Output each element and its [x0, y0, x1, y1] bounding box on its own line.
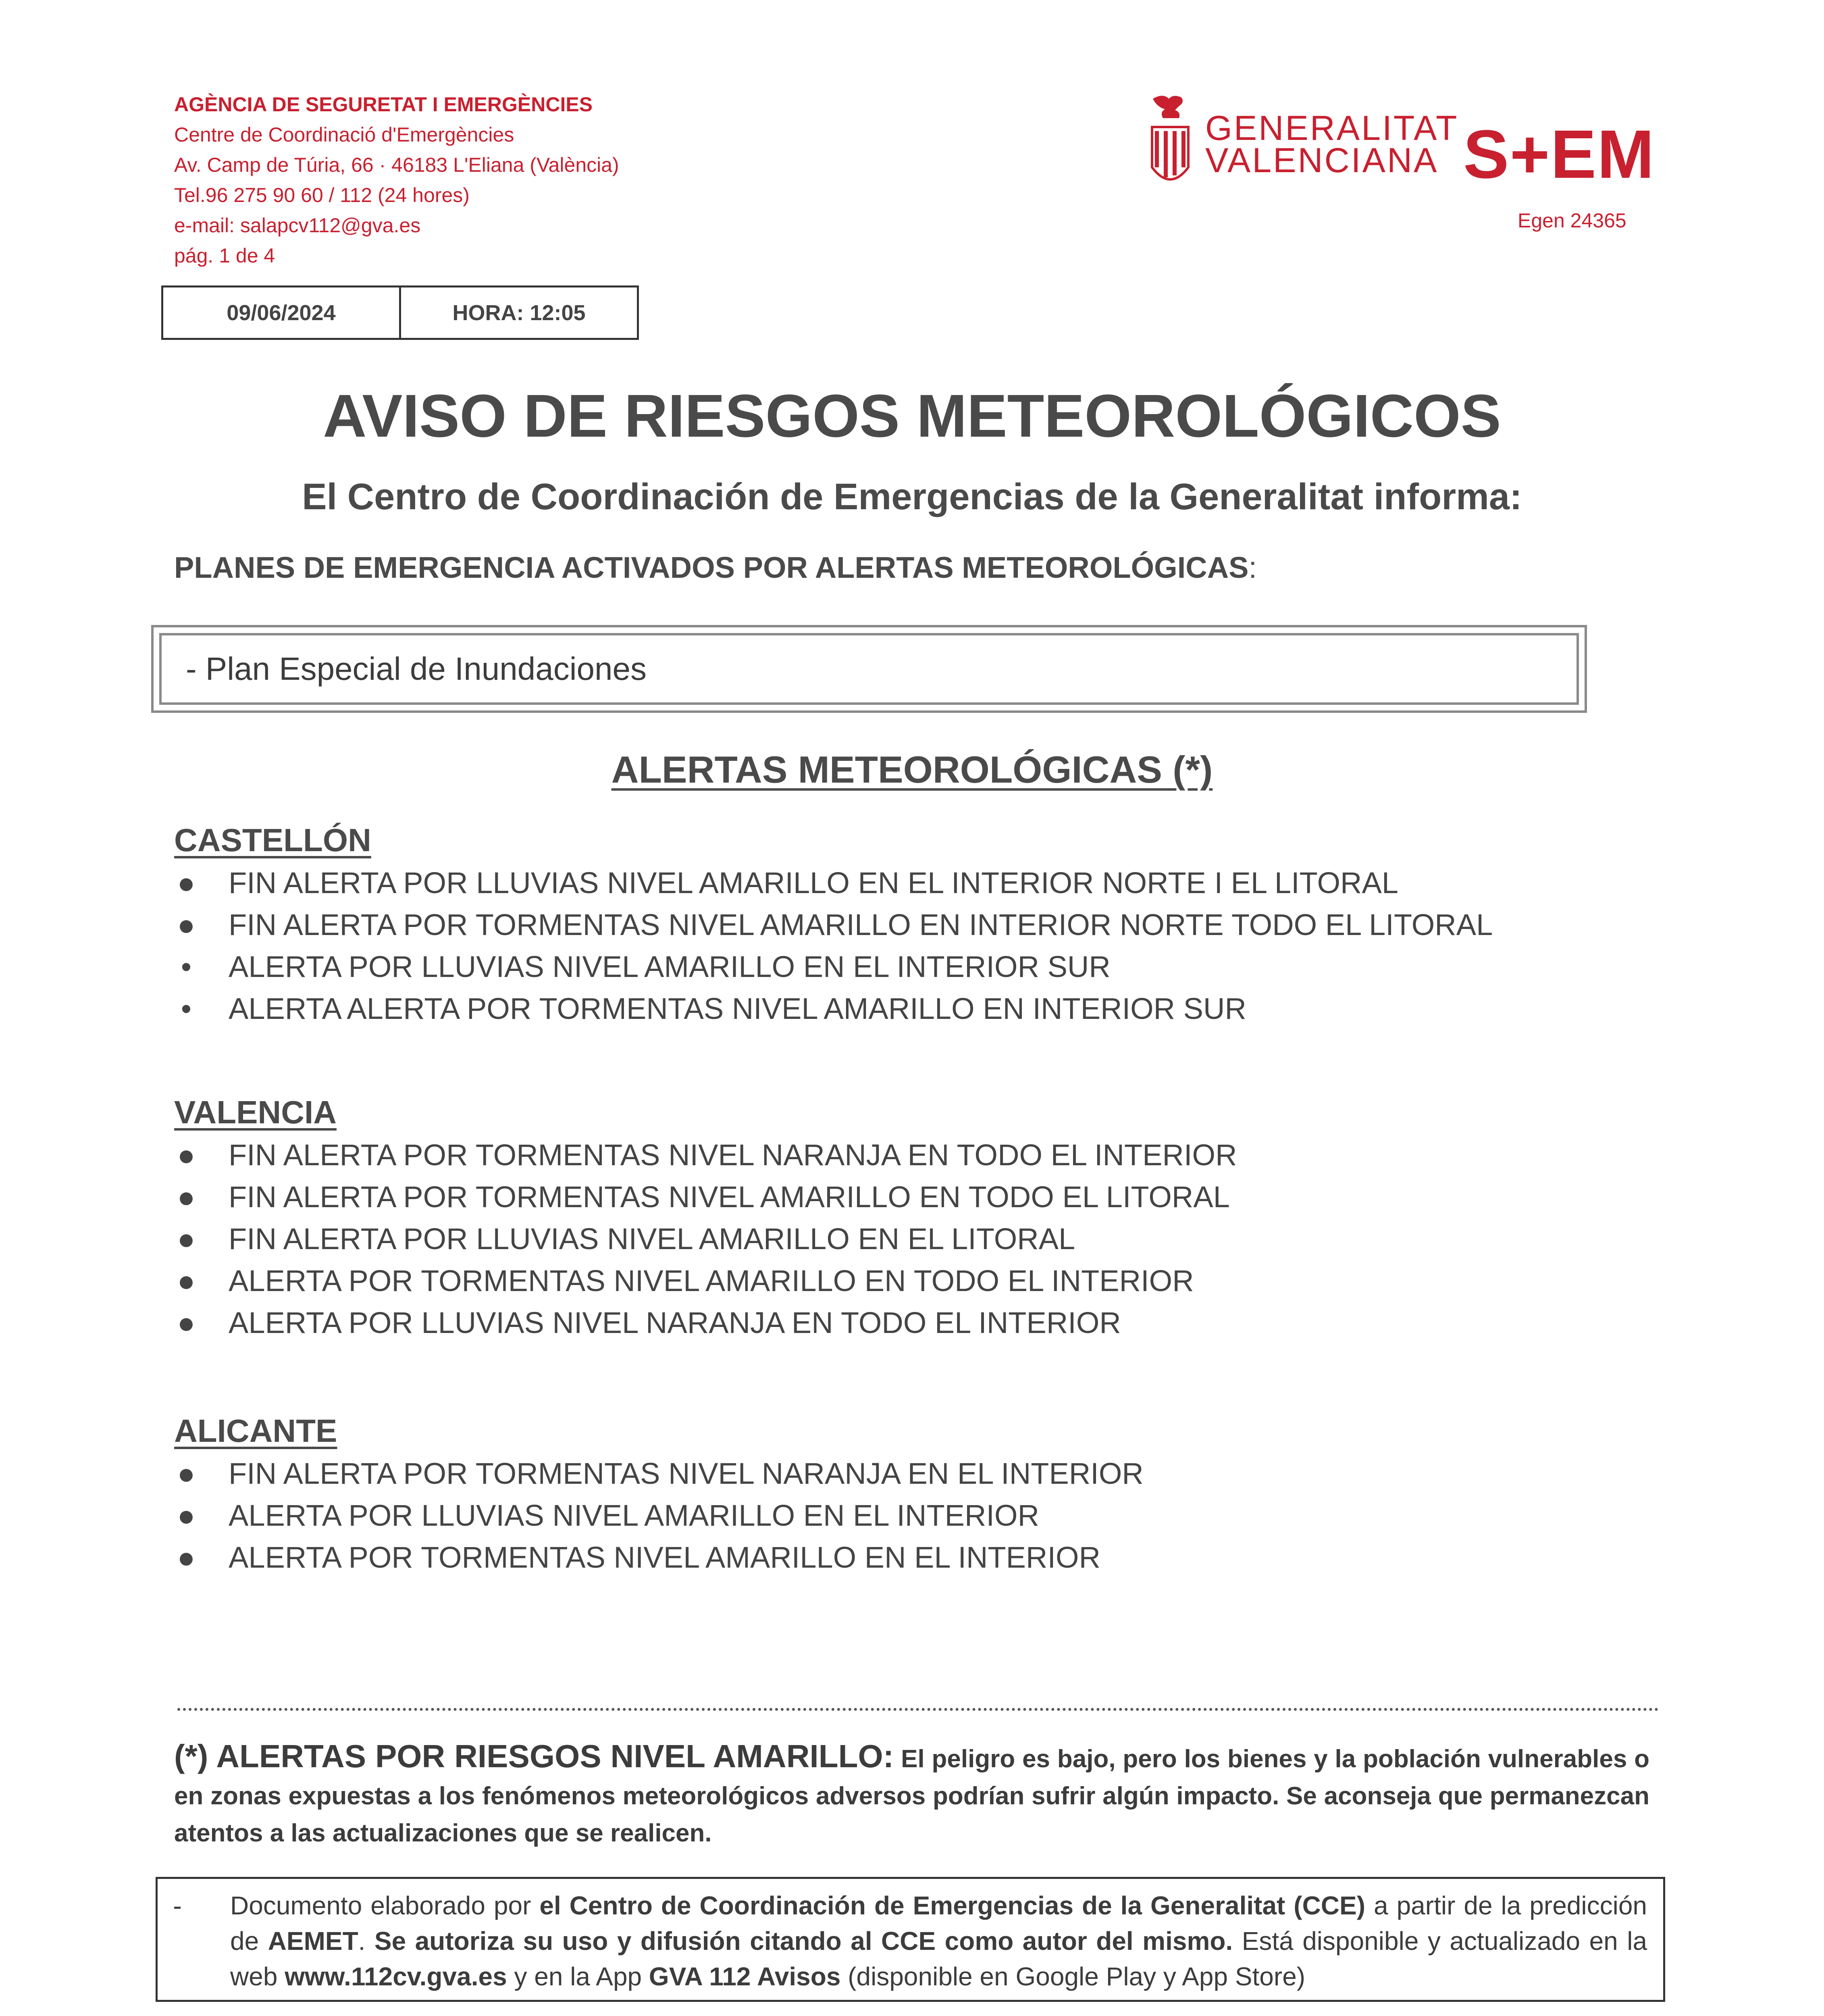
list-item — [174, 1453, 1144, 1495]
planes-heading-colon: : — [1248, 551, 1257, 584]
footnote-text: El peligro es bajo, pero los bienes y la población vulnerables o en zonas expuestas a los fenómenos meteorológicos adversos podrían sufrir algún impacto. Se aconseja que permanezcan atentos a las actualizaciones que se realicen. — [174, 1745, 1650, 1847]
list-item — [174, 1260, 1194, 1302]
note-dash: - — [173, 1891, 182, 1920]
alert-text: FIN ALERTA POR TORMENTAS NIVEL NARANJA EN TODO EL INTERIOR — [229, 1138, 1237, 1172]
generalitat-line1: GENERALITAT — [1205, 109, 1459, 148]
alert-text: ALERTA POR LLUVIAS NIVEL AMARILLO EN EL INTERIOR — [229, 1499, 1040, 1532]
page-subtitle: El Centro de Coordinación de Emergencias de la Generalitat informa: — [302, 476, 1522, 517]
list-item — [174, 946, 1111, 988]
alert-list — [174, 862, 1493, 1030]
bullet-icon: ● — [177, 1541, 196, 1574]
alert-text: FIN ALERTA POR TORMENTAS NIVEL NARANJA EN EL INTERIOR — [229, 1457, 1144, 1490]
agency-header — [174, 90, 619, 271]
note-web-link[interactable]: www.112cv.gva.es — [285, 1962, 507, 1991]
note-part: Documento elaborado por — [230, 1891, 540, 1920]
note-part: . — [358, 1926, 374, 1956]
alert-text: ALERTA POR LLUVIAS NIVEL NARANJA EN TODO EL INTERIOR — [229, 1306, 1121, 1339]
agency-email: e-mail: salapcv112@gva.es — [174, 214, 421, 237]
planes-heading-text: PLANES DE EMERGENCIA ACTIVADOS POR ALERTAS METEOROLÓGICAS — [174, 551, 1249, 584]
alert-text: FIN ALERTA POR TORMENTAS NIVEL AMARILLO EN TODO EL LITORAL — [229, 1180, 1230, 1214]
region-name: ALICANTE — [174, 1413, 337, 1449]
bullet-icon: ● — [177, 1264, 196, 1297]
alert-text: ALERTA ALERTA POR TORMENTAS NIVEL AMARILLO EN INTERIOR SUR — [229, 992, 1246, 1025]
note-bold-authorization: Se autoriza su uso y difusión citando al CCE como autor del mismo. — [374, 1926, 1233, 1956]
document-note-box — [156, 1877, 1665, 2002]
alert-text: ALERTA POR LLUVIAS NIVEL AMARILLO EN EL INTERIOR SUR — [229, 950, 1111, 983]
alert-text: FIN ALERTA POR TORMENTAS NIVEL AMARILLO EN INTERIOR NORTE TODO EL LITORAL — [229, 908, 1493, 941]
bullet-icon: • — [181, 950, 191, 983]
region-valencia — [174, 1091, 1237, 1344]
list-item — [174, 1302, 1121, 1344]
note-bold-cce: el Centro de Coordinación de Emergencias de la Generalitat (CCE) — [539, 1891, 1366, 1920]
alert-text: FIN ALERTA POR LLUVIAS NIVEL AMARILLO EN EL INTERIOR NORTE I EL LITORAL — [229, 866, 1399, 900]
note-part: Está disponible y actualizado en la web — [230, 1926, 1647, 1991]
page-number: pág. 1 de 4 — [174, 244, 275, 267]
bullet-icon: ● — [177, 1457, 196, 1490]
alert-list — [174, 1134, 1237, 1344]
list-item — [174, 988, 1246, 1030]
note-app-name: GVA 112 Avisos — [649, 1962, 841, 1991]
alert-text: ALERTA POR TORMENTAS NIVEL AMARILLO EN TODO EL INTERIOR — [229, 1264, 1194, 1297]
alerts-title: ALERTAS METEOROLÓGICAS (*) — [611, 748, 1213, 791]
dotted-divider — [177, 1708, 1659, 1711]
region-castellon — [174, 818, 1493, 1030]
date-cell: 09/06/2024 — [227, 300, 336, 325]
list-item — [174, 862, 1399, 904]
list-item — [174, 1537, 1101, 1579]
region-name: CASTELLÓN — [174, 822, 371, 858]
bullet-icon: ● — [177, 1138, 196, 1172]
planes-heading — [174, 550, 1257, 585]
region-alicante — [174, 1409, 1144, 1579]
date-time-box — [161, 285, 639, 340]
bullet-icon: ● — [177, 1222, 196, 1256]
plan-box — [151, 625, 1587, 713]
agency-phone: Tel.96 275 90 60 / 112 (24 hores) — [174, 184, 470, 206]
bullet-icon: ● — [177, 908, 196, 941]
page-title: AVISO DE RIESGOS METEOROLÓGICOS — [323, 382, 1501, 450]
list-item — [174, 1218, 1075, 1260]
list-item — [174, 904, 1493, 946]
alert-text: ALERTA POR TORMENTAS NIVEL AMARILLO EN EL INTERIOR — [229, 1541, 1101, 1574]
bullet-icon: ● — [177, 1499, 196, 1532]
document-note — [230, 1888, 1647, 1994]
generalitat-line2: VALENCIANA — [1205, 141, 1439, 180]
bullet-icon: • — [181, 992, 191, 1025]
generalitat-wordmark — [1205, 109, 1459, 180]
note-part: y en la App — [507, 1962, 649, 1991]
egen-code: Egen 24365 — [1518, 209, 1626, 232]
list-item — [174, 1176, 1230, 1218]
sem-logo: S+EM — [1463, 116, 1655, 193]
bullet-icon: ● — [177, 866, 196, 900]
agency-address: Av. Camp de Túria, 66 · 46183 L'Eliana (València) — [174, 154, 619, 176]
alert-text: FIN ALERTA POR LLUVIAS NIVEL AMARILLO EN EL LITORAL — [229, 1222, 1075, 1256]
list-item — [174, 1134, 1237, 1176]
bullet-icon: ● — [177, 1306, 196, 1339]
region-name: VALENCIA — [174, 1094, 337, 1130]
note-part: (disponible en Google Play y App Store) — [840, 1962, 1306, 1991]
alert-list — [174, 1453, 1144, 1579]
time-cell: HORA: 12:05 — [399, 287, 637, 338]
bullet-icon: ● — [177, 1180, 196, 1214]
footnote — [174, 1738, 1649, 1852]
agency-name: AGÈNCIA DE SEGURETAT I EMERGÈNCIES — [174, 93, 593, 116]
agency-center: Centre de Coordinació d'Emergències — [174, 123, 514, 146]
list-item — [174, 1495, 1040, 1537]
footnote-lead: (*) ALERTAS POR RIESGOS NIVEL AMARILLO: — [174, 1738, 894, 1774]
plan-item: - Plan Especial de Inundaciones — [159, 633, 1579, 705]
note-part: a partir de la predicción de — [230, 1891, 1647, 1956]
note-bold-aemet: AEMET — [268, 1926, 358, 1956]
